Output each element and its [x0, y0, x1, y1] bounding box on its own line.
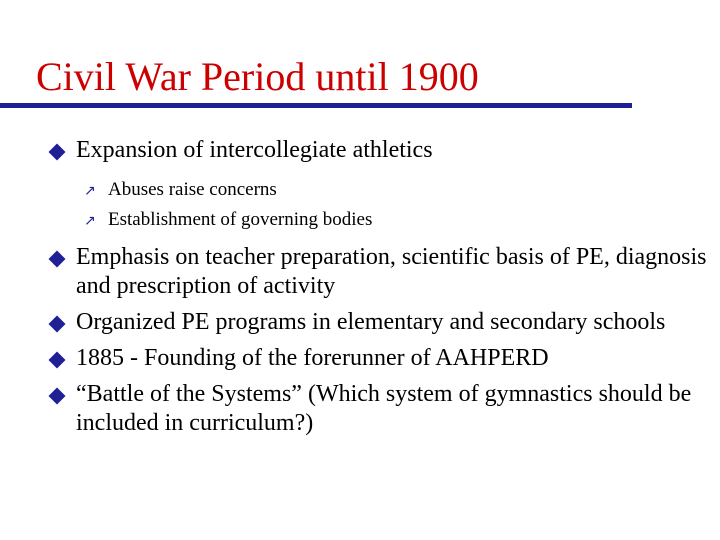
slide-title: Civil War Period until 1900	[36, 54, 479, 99]
sub-bullet-item	[48, 205, 708, 235]
sub-bullet-text: Abuses raise concerns	[108, 179, 277, 200]
bullet-text: 1885 - Founding of the forerunner of AAHPERD	[76, 345, 549, 371]
sub-bullet-item	[48, 175, 708, 205]
title-underline	[0, 103, 632, 108]
bullet-item	[48, 380, 708, 438]
bullet-list	[48, 136, 708, 438]
bullet-item	[48, 308, 708, 337]
arrow-up-right-icon: ↗	[84, 213, 96, 229]
bullet-text: Expansion of intercollegiate athletics	[76, 137, 433, 163]
bullet-item	[48, 136, 708, 165]
sub-bullet-list	[48, 175, 708, 235]
diamond-icon	[49, 316, 66, 333]
diamond-icon	[49, 352, 66, 369]
bullet-text: “Battle of the Systems” (Which system of gymnastics should be included in curriculum?)	[76, 381, 692, 436]
sub-bullet-text: Establishment of governing bodies	[108, 209, 373, 230]
bullet-item	[48, 243, 708, 301]
diamond-icon	[49, 144, 66, 161]
diamond-icon	[49, 251, 66, 268]
bullet-text: Emphasis on teacher preparation, scientific basis of PE, diagnosis and prescription of activity	[76, 244, 707, 299]
bullet-text: Organized PE programs in elementary and secondary schools	[76, 309, 666, 335]
arrow-up-right-icon: ↗	[84, 183, 96, 199]
diamond-icon	[49, 388, 66, 405]
bullet-item	[48, 344, 708, 373]
